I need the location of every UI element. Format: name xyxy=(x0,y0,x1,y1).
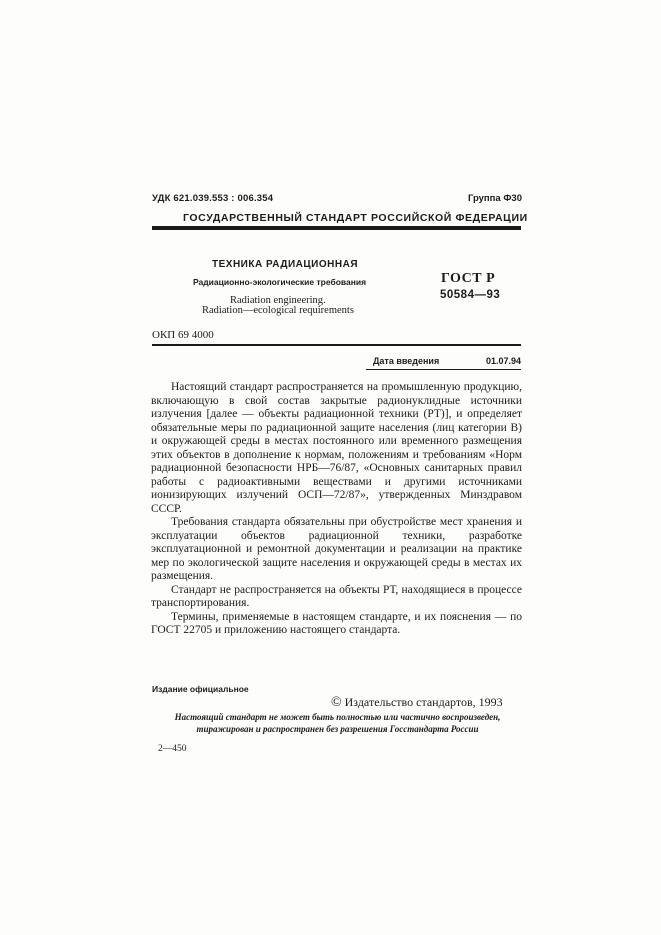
english-title-line1: Radiation engineering. xyxy=(230,295,326,306)
reproduction-notice xyxy=(150,712,525,735)
print-number: 2—450 xyxy=(158,744,187,754)
date-underline xyxy=(366,369,521,370)
reproduction-notice-line1: Настоящий стандарт не может быть полностью или частично воспроизведен, xyxy=(174,712,501,722)
standard-header: ГОСУДАРСТВЕННЫЙ СТАНДАРТ РОССИЙСКОЙ ФЕДЕРАЦИИ xyxy=(183,212,528,224)
copyright-notice xyxy=(331,695,503,711)
udk-code: УДК 621.039.553 : 006.354 xyxy=(152,193,274,204)
gost-label: ГОСТ Р xyxy=(441,271,496,286)
okp-code: ОКП 69 4000 xyxy=(152,329,214,341)
document-subtitle: Радиационно-экологические требования xyxy=(193,277,367,287)
body-text xyxy=(151,381,522,638)
document-title: ТЕХНИКА РАДИАЦИОННАЯ xyxy=(212,259,359,270)
english-title-line2: Radiation—ecological requirements xyxy=(202,305,354,316)
effective-date-label: Дата введения xyxy=(373,356,440,366)
paragraph-terms: Термины, применяемые в настоящем стандарте, и их пояснения — по ГОСТ 22705 и приложению настоящего стандарта. xyxy=(151,610,522,636)
official-edition-label: Издание официальное xyxy=(152,684,249,694)
gost-number: 50584—93 xyxy=(440,289,501,301)
effective-date-value: 01.07.94 xyxy=(486,356,522,366)
reproduction-notice-line2: тиражирован и распространен без разрешения Госстандарта России xyxy=(196,723,479,734)
title-divider xyxy=(152,344,521,346)
header-divider xyxy=(152,226,521,230)
paragraph-requirements: Требования стандарта обязательны при обустройстве мест хранения и эксплуатации объектов радиационной техники, разработке эксплуатационной и ремонтной документации и реализации на практике мер по экологической защите населения и окружающей среды в местах их размещения. xyxy=(151,516,522,582)
copyright-icon: © xyxy=(331,695,342,710)
paragraph-exclusions: Стандарт не распространяется на объекты РТ, находящиеся в процессе транспортирования. xyxy=(151,583,522,609)
paragraph-scope: Настоящий стандарт распространяется на промышленную продукцию, включающую в свой состав закрытые радионуклидные источники излучения [далее — объекты радиационной техники (РТ)], и определяет обязательные меры по радиационной защите населения (лиц категории В) и окружающей среды в местах постоянного или временного размещения этих объектов в дополнение к нормам, положениям и требованиям «Норм радиационной безопасности НРБ—76/87, «Основных санитарных правил работы с радиоактивными веществами и другими источниками ионизирующих излучений ОСП—72/87», утвержденных Минздравом СССР. xyxy=(151,381,522,515)
copyright-text: Издательство стандартов, 1993 xyxy=(344,695,503,709)
group-code: Группа Ф30 xyxy=(467,193,522,204)
